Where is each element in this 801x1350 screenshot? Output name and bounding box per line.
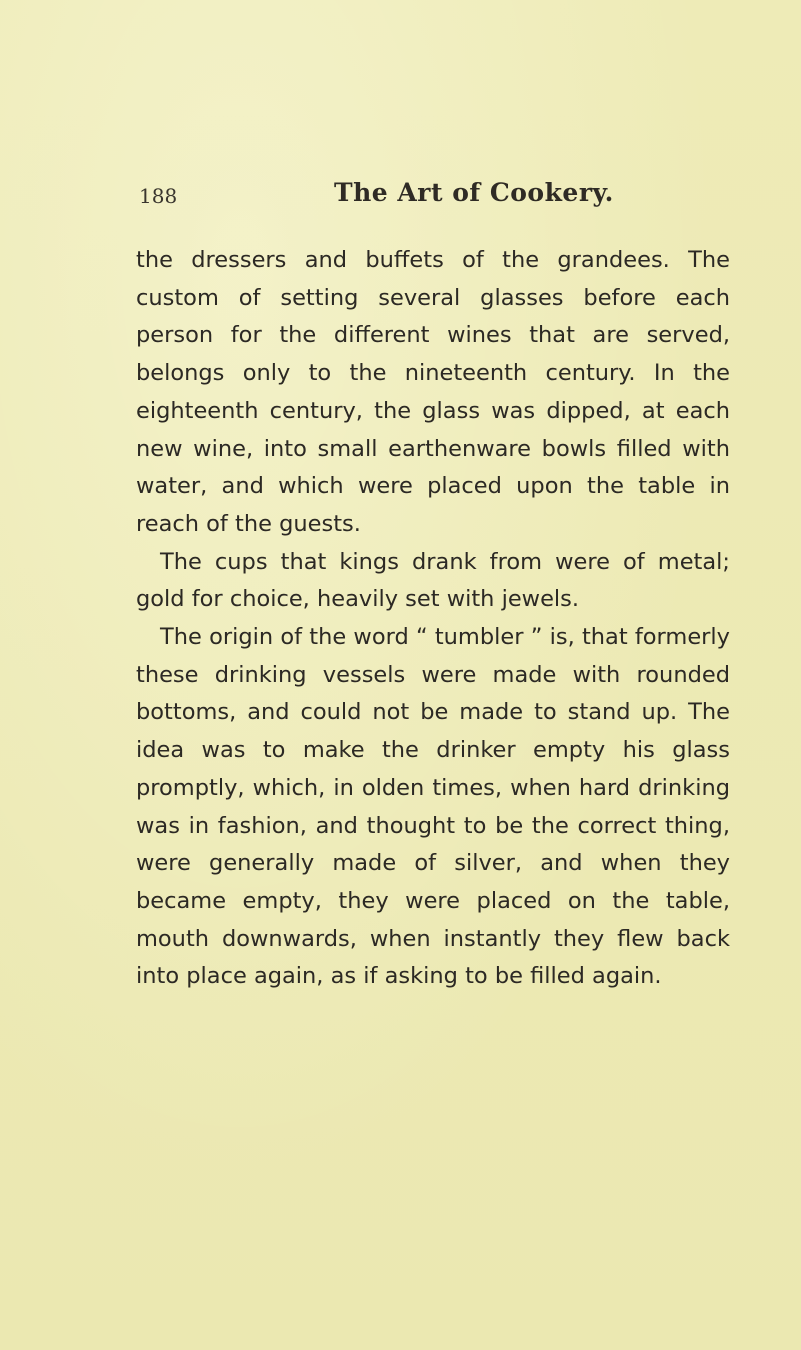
paragraph-2: The cups that kings drank from were of metal; gold for choice, heavily set with jewels.: [136, 548, 730, 613]
running-title: The Art of Cookery.: [334, 178, 614, 207]
page-number: 188: [139, 184, 178, 208]
body-text: [136, 242, 730, 996]
paragraph-1: the dressers and buffets of the grandees. The custom of setting several glasses before each person for the different wines that are served, belongs only to the nineteenth century. In the eighteenth century, the glass was dipped, at each new wine, into small earthenware bowls filled with water, and which were placed upon the table in reach of the guests.: [136, 247, 730, 537]
paragraph-3: The origin of the word “ tumbler ” is, that formerly these drinking vessels were made with rounded bottoms, and could not be made to stand up. The idea was to make the drinker empty his glass promptly, which, in olden times, when hard drinking was in fashion, and thought to be the correct thing, were generally made of silver, and when they became empty, they were placed on the table, mouth downwards, when instantly they flew back into place again, as if asking to be filled again.: [136, 624, 730, 990]
